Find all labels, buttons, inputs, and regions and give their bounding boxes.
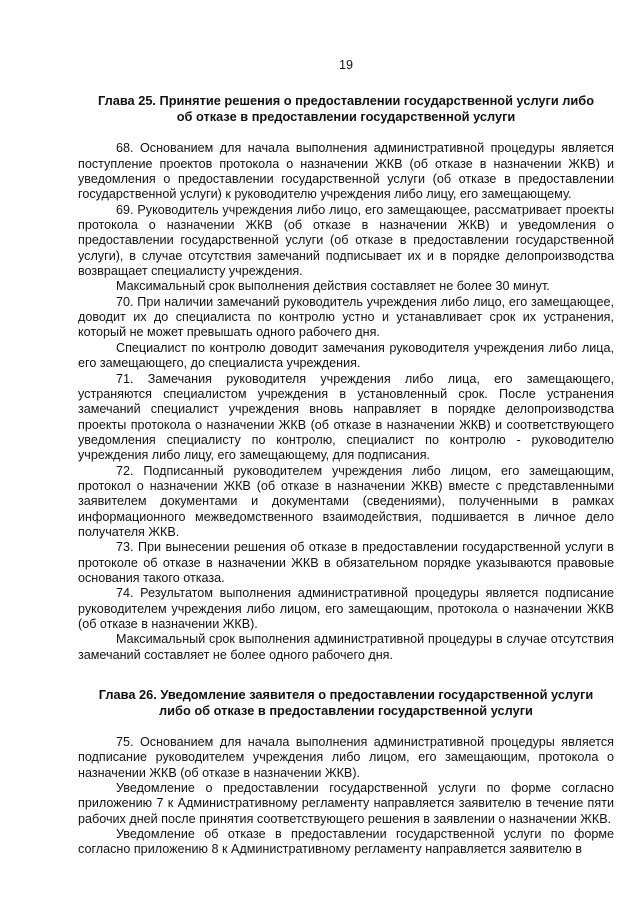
paragraph-73: 73. При вынесении решения об отказе в предоставлении государственной услуги в протоколе об отказе в назначении ЖКВ в обязательном порядке указываются правовые основания такого отказа.: [78, 540, 614, 585]
paragraph-71: 71. Замечания руководителя учреждения либо лица, его замещающего, устраняются специалистом учреждения в установленный срок. После устранения замечаний специалист учреждения вновь направляет в порядке делопроизводства проекты протокола о назначении ЖКВ (об отказе в назначении ЖКВ) и соответствующего уведомления специалисту по контролю, специалист по контролю - руководителю учреждения либо лицу, его замещающему, для подписания.: [78, 371, 614, 463]
chapter-25-title: Глава 25. Принятие решения о предоставлении государственной услуги либо об отказе в предоставлении государственной услуги: [97, 93, 595, 124]
paragraph-68: 68. Основанием для начала выполнения административной процедуры является поступление проектов протокола о назначении ЖКВ (об отказе в назначении ЖКВ) и уведомления о предоставлении государственной услуги (об отказе в предоставлении государственной услуги) к руководителю учреждения либо лицу, его замещающему.: [78, 141, 614, 202]
paragraph-74: 74. Результатом выполнения административной процедуры является подписание руководителем учреждения либо лицом, его замещающим, протокола о назначении ЖКВ (об отказе в назначении ЖКВ).: [78, 586, 614, 631]
chapter-26-body: [78, 735, 614, 858]
paragraph-72: 72. Подписанный руководителем учреждения либо лицом, его замещающим, протокол о назначении ЖКВ (об отказе в назначении ЖКВ) вместе с представленными заявителем документами и документами (сведениями), полученными в рамках информационного межведомственного взаимодействия, подшивается в личное дело получателя ЖКВ.: [78, 463, 614, 539]
document-page: [78, 58, 614, 858]
chapter-26-title: Глава 26. Уведомление заявителя о предоставлении государственной услуги либо об отказе в предоставлении государственной услуги: [98, 687, 594, 718]
paragraph-70: 70. При наличии замечаний руководитель учреждения либо лицо, его замещающее, доводит их до специалиста по контролю устно и устанавливает срок их устранения, который не может превышать одного рабочего дня.: [78, 294, 614, 340]
paragraph-75-notice-granted: Уведомление о предоставлении государственной услуги по форме согласно приложению 7 к Административному регламенту направляется заявителю в течение пяти рабочих дней после принятия соответствующего решения в заявлении о назначении ЖКВ.: [78, 781, 614, 826]
page-number: 19: [338, 58, 353, 72]
paragraph-70-specialist: Специалист по контролю доводит замечания руководителя учреждения либо лица, его замещающего, до специалиста учреждения.: [78, 340, 614, 371]
paragraph-75: 75. Основанием для начала выполнения административной процедуры является подписание руководителем учреждения либо лицом, его замещающим, протокола о назначении ЖКВ (об отказе в назначении ЖКВ).: [78, 735, 614, 780]
paragraph-69-deadline: Максимальный срок выполнения действия составляет не более 30 минут.: [116, 279, 550, 294]
chapter-25-body: [78, 141, 614, 663]
paragraph-75-notice-refusal: Уведомление об отказе в предоставлении государственной услуги по форме согласно приложению 8 к Административному регламенту направляется заявителю в: [78, 827, 614, 857]
paragraph-69: 69. Руководитель учреждения либо лицо, его замещающее, рассматривает проекты протокола о назначении ЖКВ (об отказе в назначении ЖКВ) и уведомления о предоставлении государственной услуги (об отказе в предоставлении государственной услуги), в случае отсутствия замечаний подписывает их и в порядке делопроизводства возвращает специалисту учреждения.: [78, 202, 614, 279]
paragraph-74-deadline: Максимальный срок выполнения административной процедуры в случае отсутствия замечаний составляет не более одного рабочего дня.: [78, 632, 614, 662]
